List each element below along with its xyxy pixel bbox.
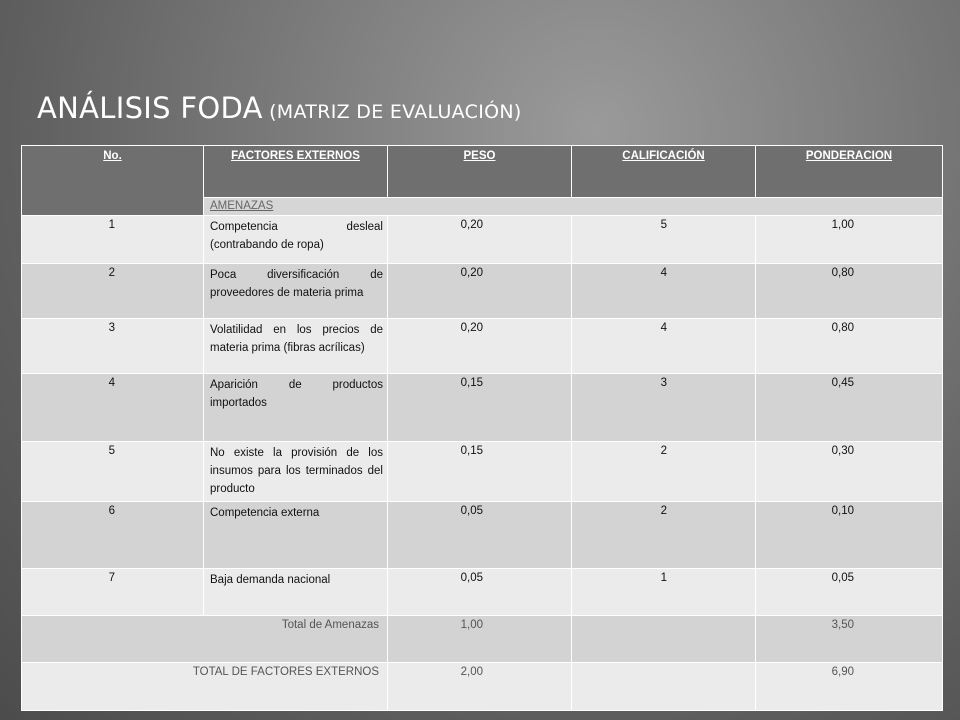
cell-no: 3: [22, 319, 204, 374]
table-row: [22, 374, 943, 442]
cell-no: 4: [22, 374, 204, 442]
table-row: [22, 319, 943, 374]
table-header-row: [22, 146, 943, 198]
total-amenazas-calificacion: [572, 616, 756, 663]
cell-ponderacion: 0,45: [756, 374, 943, 442]
total-amenazas-peso: 1,00: [388, 616, 572, 663]
cell-ponderacion: 0,80: [756, 319, 943, 374]
cell-peso: 0,05: [388, 502, 572, 569]
cell-ponderacion: 1,00: [756, 216, 943, 264]
table-row: [22, 502, 943, 569]
cell-peso: 0,20: [388, 264, 572, 319]
cell-peso: 0,20: [388, 216, 572, 264]
cell-peso: 0,15: [388, 442, 572, 502]
header-factor: FACTORES EXTERNOS: [204, 146, 388, 198]
header-no: No.: [22, 146, 204, 216]
table-row: [22, 569, 943, 616]
total-externos-label: TOTAL DE FACTORES EXTERNOS: [22, 663, 388, 711]
total-row: [22, 663, 943, 711]
table-row: [22, 264, 943, 319]
table-row: [22, 442, 943, 502]
cell-peso: 0,15: [388, 374, 572, 442]
cell-factor: Volatilidad en los precios de materia prima (fibras acrílicas): [204, 319, 388, 374]
cell-calificacion: 4: [572, 264, 756, 319]
cell-factor: No existe la provisión de los insumos para los terminados del producto: [204, 442, 388, 502]
cell-no: 7: [22, 569, 204, 616]
cell-no: 1: [22, 216, 204, 264]
cell-ponderacion: 0,05: [756, 569, 943, 616]
cell-factor: Aparición de productos importados: [204, 374, 388, 442]
cell-calificacion: 2: [572, 442, 756, 502]
cell-peso: 0,05: [388, 569, 572, 616]
cell-no: 2: [22, 264, 204, 319]
cell-calificacion: 1: [572, 569, 756, 616]
page-title: [37, 88, 522, 126]
header-calificacion: CALIFICACIÓN: [572, 146, 756, 198]
total-amenazas-label: Total de Amenazas: [22, 616, 388, 663]
cell-factor: Competencia desleal (contrabando de ropa): [204, 216, 388, 264]
header-ponderacion: PONDERACION: [756, 146, 943, 198]
header-peso: PESO: [388, 146, 572, 198]
cell-no: 5: [22, 442, 204, 502]
total-amenazas-ponderacion: 3,50: [756, 616, 943, 663]
title-main: ANÁLISIS FODA: [37, 91, 263, 125]
total-externos-peso: 2,00: [388, 663, 572, 711]
cell-calificacion: 3: [572, 374, 756, 442]
cell-no: 6: [22, 502, 204, 569]
cell-ponderacion: 0,80: [756, 264, 943, 319]
cell-factor: Poca diversificación de proveedores de materia prima: [204, 264, 388, 319]
cell-ponderacion: 0,30: [756, 442, 943, 502]
total-externos-calificacion: [572, 663, 756, 711]
evaluation-matrix-table: [21, 145, 943, 711]
cell-ponderacion: 0,10: [756, 502, 943, 569]
cell-peso: 0,20: [388, 319, 572, 374]
section-label-amenazas: AMENAZAS: [204, 197, 943, 215]
cell-calificacion: 5: [572, 216, 756, 264]
total-row: [22, 616, 943, 663]
cell-factor: Competencia externa: [204, 502, 388, 569]
cell-calificacion: 2: [572, 502, 756, 569]
title-sub: (MATRIZ DE EVALUACIÓN): [262, 101, 522, 123]
cell-factor: Baja demanda nacional: [204, 569, 388, 616]
cell-calificacion: 4: [572, 319, 756, 374]
total-externos-ponderacion: 6,90: [756, 663, 943, 711]
table-row: [22, 216, 943, 264]
